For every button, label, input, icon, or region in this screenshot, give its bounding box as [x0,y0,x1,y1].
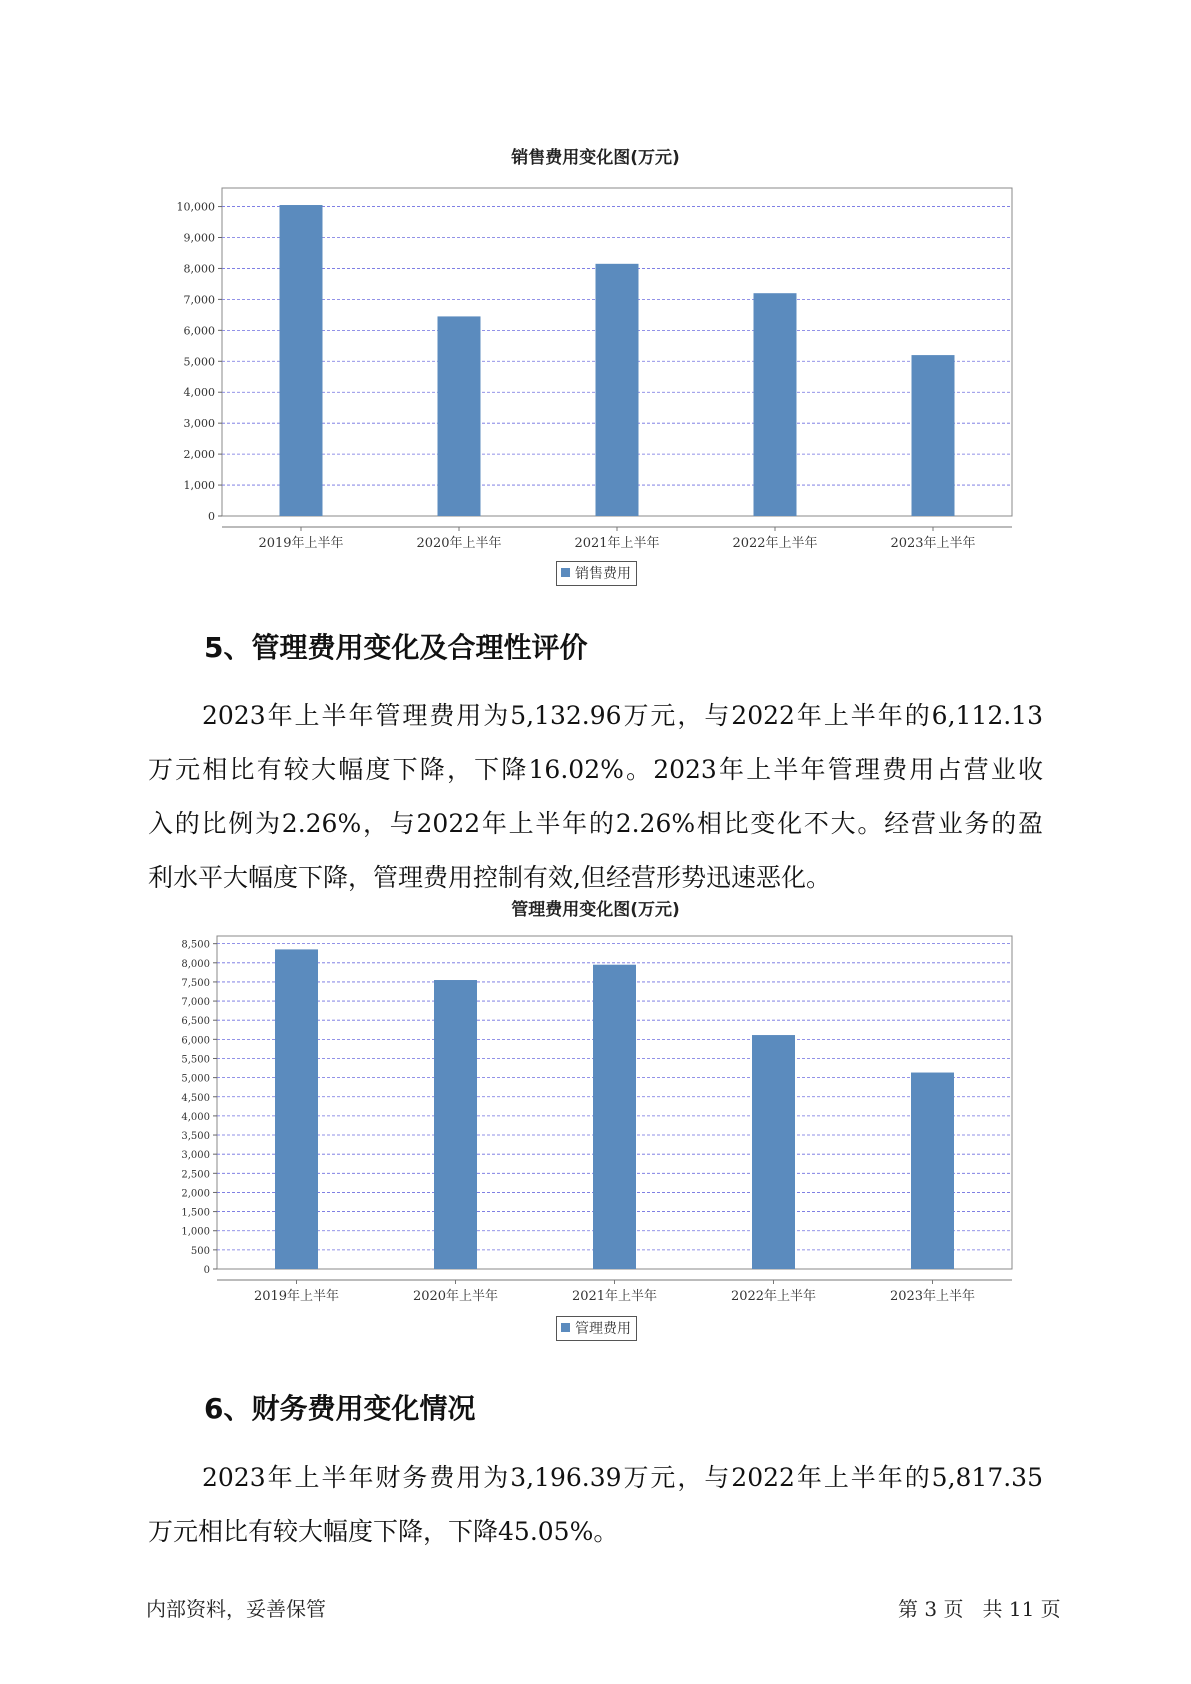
section-5-heading: 5、管理费用变化及合理性评价 [204,631,588,664]
y-tick-label: 5,000 [181,1073,210,1085]
paragraph-line: 利水平大幅度下降，管理费用控制有效,但经营形势迅速恶化。 [148,863,831,892]
y-tick-label: 3,500 [181,1131,210,1143]
y-tick-label: 7,000 [181,997,210,1009]
bar [280,205,323,516]
bar [754,293,797,516]
y-tick-label: 4,000 [183,386,215,400]
x-tick-label: 2019年上半年 [253,1289,340,1304]
x-tick-label: 2021年上半年 [571,1289,658,1304]
bar [752,1035,795,1269]
legend-label: 销售费用 [575,566,631,582]
y-tick-label: 2,000 [183,448,215,462]
y-tick-label: 8,500 [181,939,210,951]
x-tick-label: 2022年上半年 [732,536,818,551]
section-6-paragraph [148,1451,1043,1559]
y-tick-label: 7,500 [181,977,210,989]
section-5-paragraph [148,689,1043,905]
x-tick-label: 2023年上半年 [890,536,976,551]
paragraph-line: 入的比例为2.26%，与2022年上半年的2.26%相比变化不大。经营业务的盈 [148,809,1043,838]
chart-title-admin: 管理费用变化图(万元) [511,900,680,920]
bar [596,264,639,516]
y-tick-label: 10,000 [176,200,215,214]
bar [275,949,318,1269]
bar [434,980,477,1269]
legend-admin [556,1316,637,1341]
footer-confidential: 内部资料，妥善保管 [146,1597,326,1621]
y-tick-label: 0 [203,1265,210,1276]
y-tick-label: 5,500 [181,1054,210,1066]
bar [593,965,636,1269]
y-tick-label: 7,000 [183,293,215,307]
paragraph-line: 2023年上半年财务费用为3,196.39万元，与2022年上半年的5,817.35 [202,1463,1043,1492]
x-tick-label: 2023年上半年 [889,1289,976,1304]
x-tick-label: 2022年上半年 [730,1289,817,1304]
y-tick-label: 8,000 [183,262,215,276]
legend-sales [556,561,637,586]
y-tick-label: 2,500 [181,1169,210,1181]
sales-expense-chart [0,170,1191,551]
x-tick-label: 2020年上半年 [416,536,502,551]
y-tick-label: 0 [208,510,215,523]
y-tick-label: 4,000 [181,1111,210,1123]
legend-swatch [561,568,570,577]
x-tick-label: 2020年上半年 [412,1289,499,1304]
y-tick-label: 6,000 [183,324,215,338]
bar [911,1073,954,1269]
y-tick-label: 1,000 [183,479,215,493]
paragraph-line: 万元相比有较大幅度下降，下降16.02%。2023年上半年管理费用占营业收 [148,755,1043,784]
y-tick-label: 500 [190,1245,210,1257]
paragraph-line: 2023年上半年管理费用为5,132.96万元，与2022年上半年的6,112.13 [202,701,1043,730]
y-tick-label: 3,000 [181,1150,210,1162]
paragraph-line: 万元相比有较大幅度下降，下降45.05%。 [148,1517,619,1546]
legend-swatch [561,1323,570,1332]
footer-page-number: 第 3 页 共 11 页 [898,1597,1061,1621]
x-tick-label: 2021年上半年 [574,536,660,551]
bar [912,355,955,516]
y-tick-label: 6,500 [181,1016,210,1028]
section-6-heading: 6、财务费用变化情况 [204,1392,476,1425]
y-tick-label: 6,000 [181,1035,210,1047]
y-tick-label: 8,000 [181,958,210,970]
bar [438,316,481,516]
y-tick-label: 1,000 [181,1226,210,1238]
y-tick-label: 4,500 [181,1092,210,1104]
y-tick-label: 2,000 [181,1188,210,1200]
y-tick-label: 1,500 [181,1207,210,1219]
y-tick-label: 5,000 [183,355,215,369]
y-tick-label: 3,000 [183,417,215,431]
legend-label: 管理费用 [575,1321,631,1337]
x-tick-label: 2019年上半年 [258,536,344,551]
admin-expense-chart [0,930,1191,1304]
y-tick-label: 9,000 [183,231,215,245]
chart-title-sales: 销售费用变化图(万元) [511,148,680,168]
